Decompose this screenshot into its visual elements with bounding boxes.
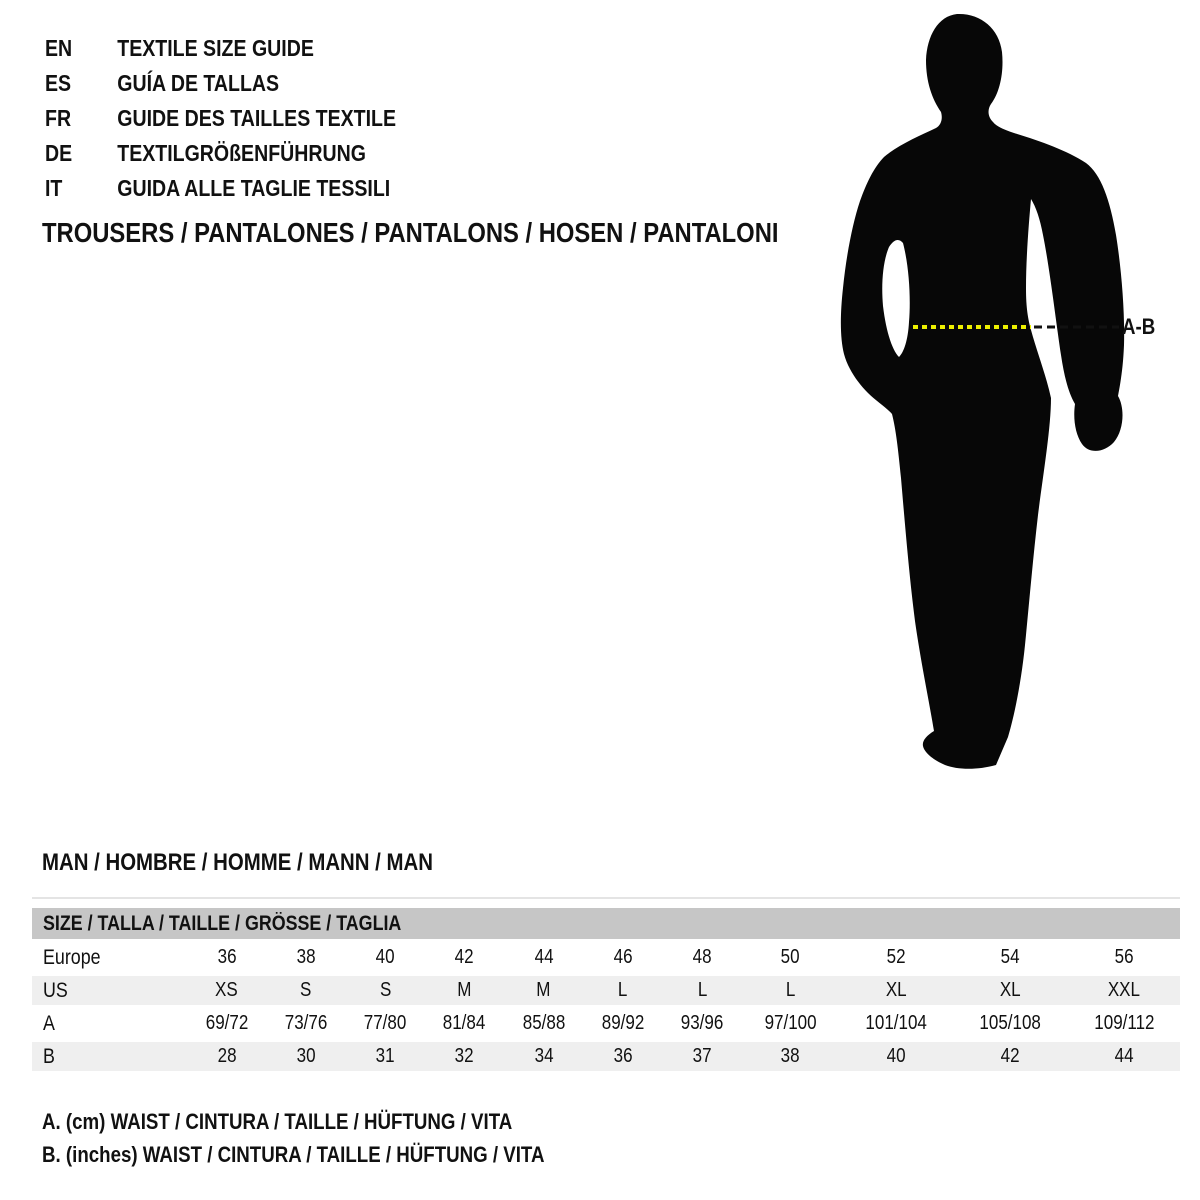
- size-cell: S: [346, 976, 425, 1005]
- size-cell: 40: [839, 1042, 953, 1071]
- table-row-a-cm: [32, 1009, 1180, 1038]
- size-cell: M: [504, 976, 583, 1005]
- language-title: GUIDA ALLE TAGLIE TESSILI: [117, 175, 391, 201]
- language-row: [45, 31, 545, 66]
- size-cell: 81/84: [425, 1009, 504, 1038]
- language-row: [45, 66, 545, 101]
- size-cell: 31: [346, 1042, 425, 1071]
- language-title: TEXTILGRÖßENFÜHRUNG: [117, 140, 366, 166]
- language-code: IT: [45, 175, 63, 201]
- size-cell: 38: [742, 1042, 839, 1071]
- size-cell: 37: [663, 1042, 742, 1071]
- size-cell: 36: [187, 943, 266, 972]
- size-cell: 77/80: [346, 1009, 425, 1038]
- table-row-b-inches: [32, 1042, 1180, 1071]
- size-cell: 42: [425, 943, 504, 972]
- size-cell: XS: [187, 976, 266, 1005]
- section-heading: MAN / HOMBRE / HOMME / MANN / MAN: [42, 849, 433, 876]
- row-label: A: [32, 1009, 187, 1038]
- language-list: [45, 31, 545, 206]
- size-cell: 42: [953, 1042, 1067, 1071]
- size-cell: L: [583, 976, 662, 1005]
- size-cell: 97/100: [742, 1009, 839, 1038]
- language-code: EN: [45, 35, 73, 61]
- size-cell: 48: [663, 943, 742, 972]
- size-cell: 36: [583, 1042, 662, 1071]
- size-cell: 32: [425, 1042, 504, 1071]
- man-silhouette: [820, 0, 1160, 800]
- table-row-europe: [32, 943, 1180, 972]
- language-title: GUÍA DE TALLAS: [117, 70, 280, 96]
- size-cell: 89/92: [583, 1009, 662, 1038]
- size-cell: S: [266, 976, 345, 1005]
- size-table-wrap: [32, 897, 1180, 1075]
- size-cell: 56: [1068, 943, 1180, 972]
- size-cell: 101/104: [839, 1009, 953, 1038]
- size-cell: 109/112: [1068, 1009, 1180, 1038]
- language-code: ES: [45, 70, 72, 96]
- size-cell: 73/76: [266, 1009, 345, 1038]
- size-cell: M: [425, 976, 504, 1005]
- size-table-header: SIZE / TALLA / TAILLE / GRÖSSE / TAGLIA: [32, 908, 1180, 939]
- size-cell: 54: [953, 943, 1067, 972]
- size-table: [32, 904, 1180, 1075]
- row-label: Europe: [32, 943, 187, 972]
- size-cell: 34: [504, 1042, 583, 1071]
- size-cell: 38: [266, 943, 345, 972]
- man-silhouette-figure: [820, 0, 1160, 800]
- table-top-divider: [32, 897, 1180, 899]
- language-row: [45, 171, 545, 206]
- size-cell: 44: [504, 943, 583, 972]
- language-row: [45, 101, 545, 136]
- footnotes: [42, 1105, 633, 1171]
- garment-heading: TROUSERS / PANTALONES / PANTALONS / HOSEN / PANTALONI: [42, 217, 779, 248]
- language-code: FR: [45, 105, 72, 131]
- row-label: B: [32, 1042, 187, 1071]
- language-code: DE: [45, 140, 73, 166]
- measure-label: A-B: [1122, 314, 1156, 339]
- row-label: US: [32, 976, 187, 1005]
- size-cell: 44: [1068, 1042, 1180, 1071]
- size-cell: 69/72: [187, 1009, 266, 1038]
- size-cell: 105/108: [953, 1009, 1067, 1038]
- size-cell: 46: [583, 943, 662, 972]
- language-title: TEXTILE SIZE GUIDE: [117, 35, 314, 61]
- size-table-header-row: [32, 908, 1180, 939]
- size-cell: 93/96: [663, 1009, 742, 1038]
- size-cell: XXL: [1068, 976, 1180, 1005]
- size-cell: 50: [742, 943, 839, 972]
- size-cell: 52: [839, 943, 953, 972]
- size-cell: L: [663, 976, 742, 1005]
- size-cell: 40: [346, 943, 425, 972]
- table-row-us: [32, 976, 1180, 1005]
- footnote-b: B. (inches) WAIST / CINTURA / TAILLE / HÜFTUNG / VITA: [42, 1142, 545, 1167]
- size-cell: XL: [953, 976, 1067, 1005]
- size-cell: XL: [839, 976, 953, 1005]
- language-row: [45, 136, 545, 171]
- size-cell: L: [742, 976, 839, 1005]
- size-cell: 30: [266, 1042, 345, 1071]
- silhouette-shape: [841, 14, 1124, 769]
- size-cell: 28: [187, 1042, 266, 1071]
- footnote-a: A. (cm) WAIST / CINTURA / TAILLE / HÜFTUNG / VITA: [42, 1109, 513, 1134]
- language-title: GUIDE DES TAILLES TEXTILE: [117, 105, 397, 131]
- size-cell: 85/88: [504, 1009, 583, 1038]
